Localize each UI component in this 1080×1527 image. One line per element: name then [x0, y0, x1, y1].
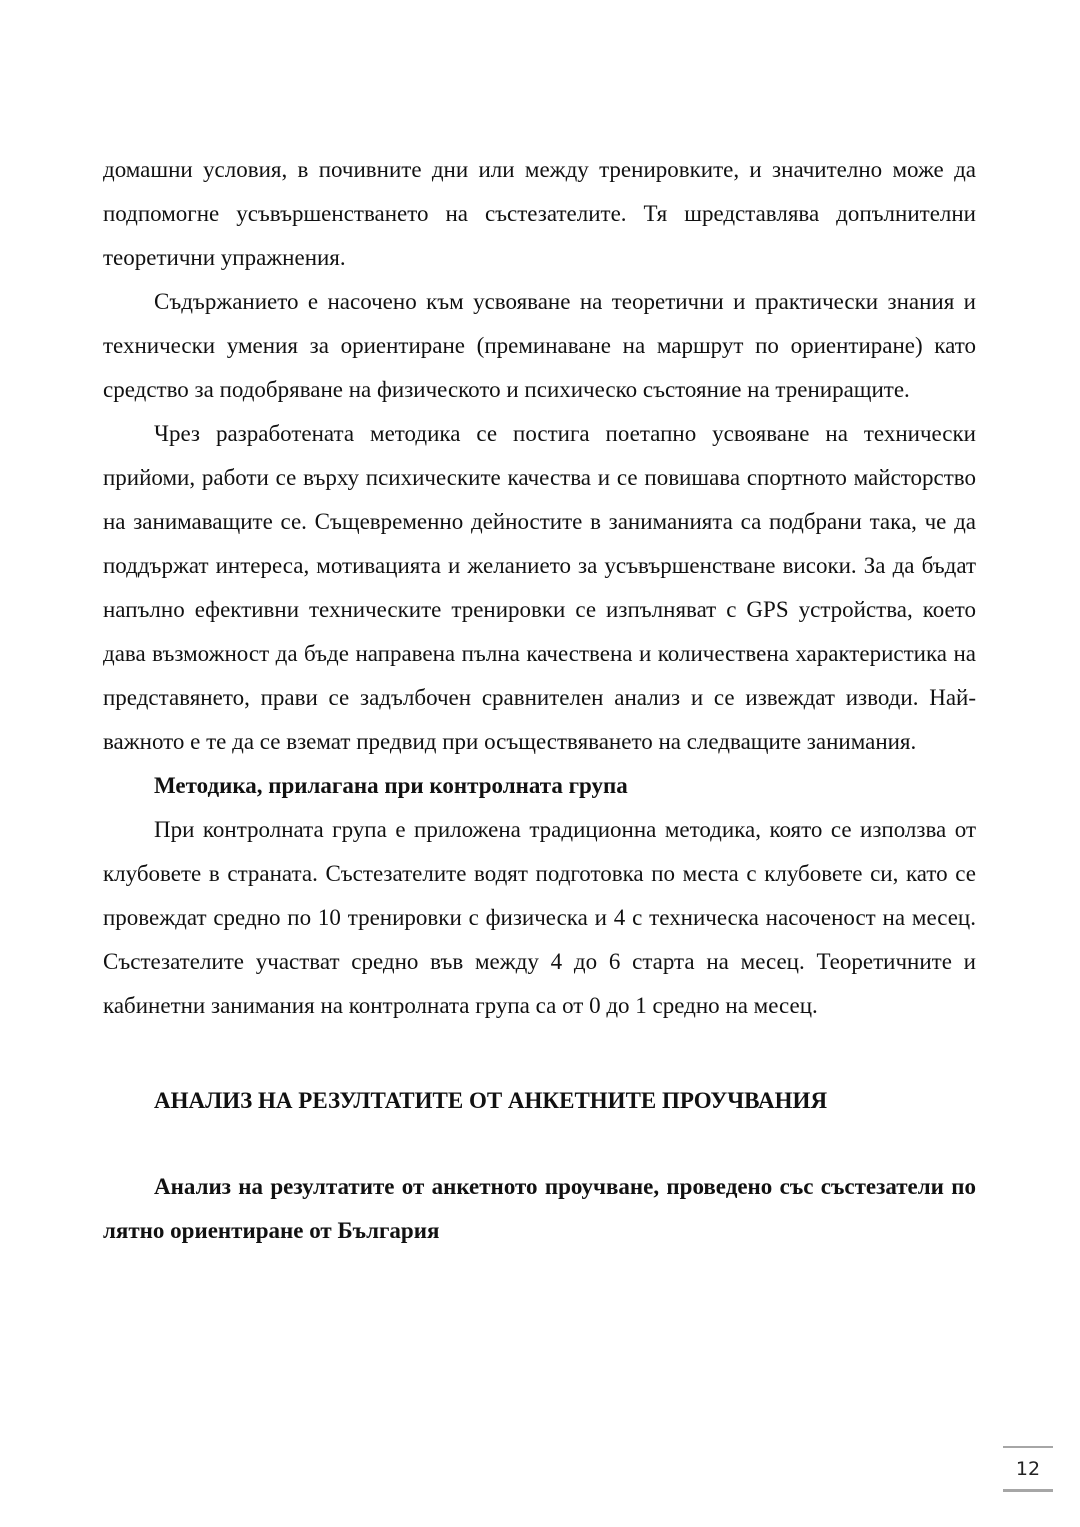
paragraph-methodology: Чрез разработената методика се постига поетапно усвояване на технически прийоми, работи се върху психическите качества и се повишава спортното майсторство на занимаващите се. Същевременно дейностите в заниманията са подбрани така, че да поддържат интереса, мотивацията и желанието за усъвършенстване високи. За да бъдат напълно ефективни техническите тренировки се изпълняват с GPS устройства, което дава възможност да бъде направена пълна качествена и количествена характеристика на представянето, прави се задълбочен сравнителен анализ и се извеждат изводи. Най-важното е те да се вземат предвид при осъществяването на следващите занимания. [103, 421, 976, 754]
section-heading: АНАЛИЗ НА РЕЗУЛТАТИТЕ ОТ АНКЕТНИТЕ ПРОУЧВАНИЯ [154, 1088, 828, 1113]
paragraph-control-group: При контролната група е приложена традиционна методика, която се използва от клубовете в страната. Състезателите водят подготовка по места с клубовете си, като се провеждат средно по 10 тренировки с физическа и 4 с техническа насоченост на месец. Състезателите участват средно във между 4 до 6 старта на месец. Теоретичните и кабинетни занимания на контролната група са от 0 до 1 средно на месец. [103, 817, 976, 1018]
control-group-heading: Методика, прилагана при контролната група [154, 773, 628, 798]
page-number: 12 [1003, 1446, 1053, 1492]
subsection-heading: Анализ на резултатите от анкетното проучване, проведено със състезатели по лятно ориентиране от България [103, 1174, 976, 1243]
page-content [103, 148, 976, 1253]
paragraph-content-focus: Съдържанието е насочено към усвояване на теоретични и практически знания и технически умения за ориентиране (преминаване на маршрут по ориентиране) като средство за подобряване на физическото и психическо състояние на трениращите. [103, 289, 976, 402]
paragraph-home-conditions: домашни условия, в почивните дни или между тренировките, и значително може да подпомогне усъвършенстването на състезателите. Тя шредставлява допълнителни теоретични упражнения. [103, 157, 976, 270]
